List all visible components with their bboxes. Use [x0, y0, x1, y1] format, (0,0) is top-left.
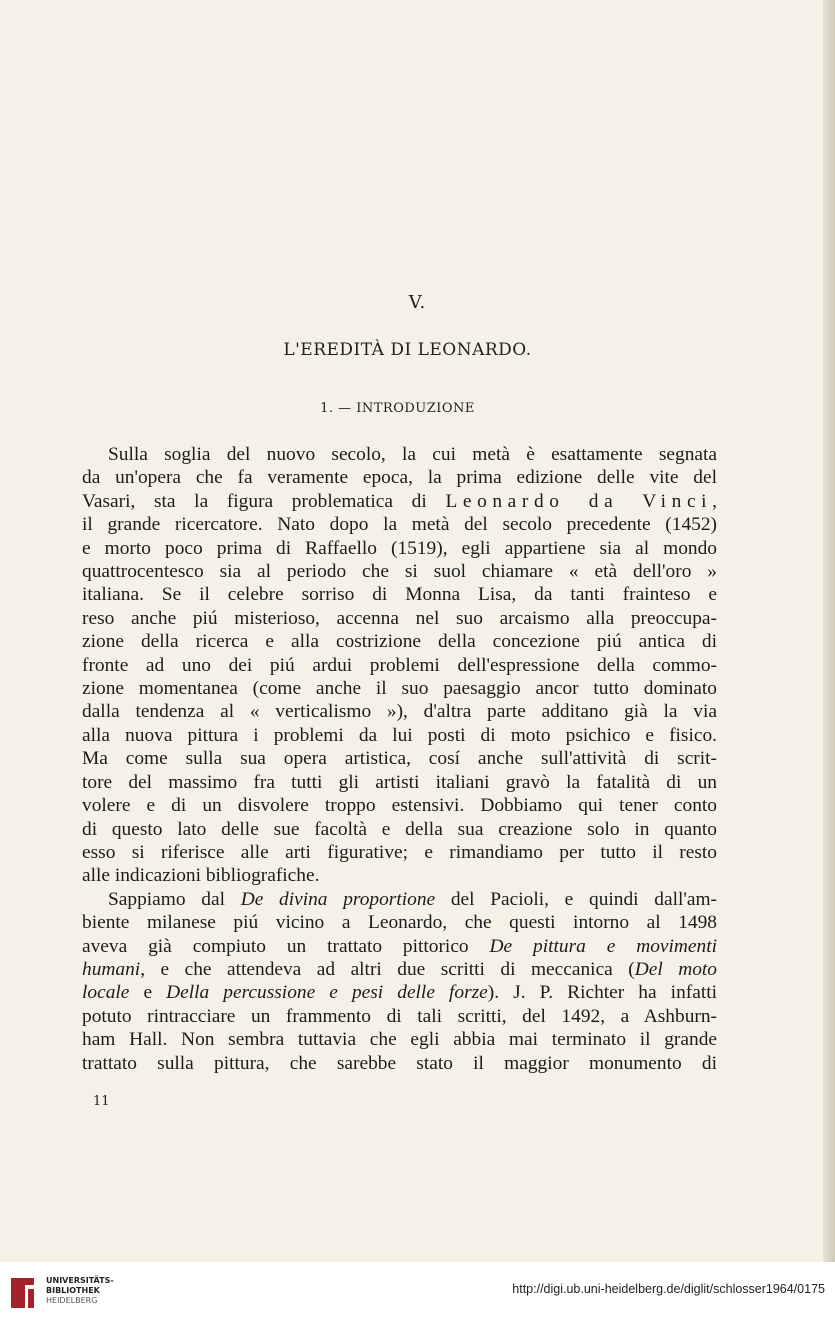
text-line: humani, e che attendeva ad altri due scritti di meccanica (Del moto [82, 958, 717, 980]
text-line: il grande ricercatore. Nato dopo la metà del secolo precedente (1452) [82, 514, 717, 536]
chapter-number: V. [408, 292, 427, 313]
text-line: quattrocentesco sia al periodo che si suol chiamare « età dell'oro » [82, 561, 717, 583]
section-title: 1. — INTRODUZIONE [320, 401, 475, 416]
footer-bar [0, 1262, 835, 1322]
text-line: potuto rintracciare un frammento di tali scritti, del 1492, a Ashburn- [82, 1005, 717, 1027]
text-line: e morto poco prima di Raffaello (1519), egli appartiene sia al mondo [82, 537, 717, 559]
text-line: locale e Della percussione e pesi delle forze). J. P. Richter ha infatti [82, 982, 717, 1004]
page-number: 11 [93, 1094, 110, 1109]
text-line: fronte ad uno dei piú ardui problemi dell'espressione della commo- [82, 654, 717, 676]
text-line: Sappiamo dal De divina proportione del Pacioli, e quindi dall'am- [108, 888, 717, 910]
chapter-title: L'EREDITÀ DI LEONARDO. [283, 340, 532, 360]
text-line: reso anche piú misterioso, accenna nel suo arcaismo alla preoccupa- [82, 607, 717, 629]
spaced-name: Leonardo da Vinci [445, 490, 713, 512]
text-line: Vasari, sta la figura problematica di Leonardo da Vinci, [82, 490, 717, 512]
text-line: trattato sulla pittura, che sarebbe stato il maggior monumento di [82, 1052, 717, 1074]
text-line: biente milanese piú vicino a Leonardo, che questi intorno al 1498 [82, 912, 717, 934]
source-url-link[interactable]: http://digi.ub.uni-heidelberg.de/diglit/schlosser1964/0175 [512, 1282, 825, 1296]
text-line: alle indicazioni bibliografiche. [82, 865, 320, 887]
logo-line-3: HEIDELBERG [46, 1296, 98, 1305]
text-line: tore del massimo fra tutti gli artisti italiani gravò la fatalità di un [82, 771, 717, 793]
text-line: dalla tendenza al « verticalismo »), d'altra parte additano già la via [82, 701, 717, 723]
text-line: aveva già compiuto un trattato pittorico De pittura e movimenti [82, 935, 717, 957]
text-line: zione momentanea (come anche il suo paesaggio ancor tutto dominato [82, 678, 717, 700]
text-line: alla nuova pittura i problemi da lui posti di moto psichico e fisico. [82, 724, 717, 746]
text-line: ham Hall. Non sembra tuttavia che egli abbia mai terminato il grande [82, 1029, 717, 1051]
logo-line-1: UNIVERSITÄTS- [46, 1276, 114, 1285]
text-line: volere e di un disvolere troppo estensivi. Dobbiamo qui tener conto [82, 795, 717, 817]
text-line: Ma come sulla sua opera artistica, cosí anche sull'attività di scrit- [82, 748, 717, 770]
text-line: italiana. Se il celebre sorriso di Monna Lisa, da tanti frainteso e [82, 584, 717, 606]
text-line: esso si riferisce alle arti figurative; e rimandiamo per tutto il resto [82, 841, 717, 863]
text-line: zione della ricerca e alla costrizione della concezione piú antica di [82, 631, 717, 653]
library-logo-icon [8, 1274, 38, 1310]
text-line: da un'opera che fa veramente epoca, la prima edizione delle vite del [82, 467, 717, 489]
text-line: di questo lato delle sue facoltà e della sua creazione solo in quanto [82, 818, 717, 840]
logo-line-2: BIBLIOTHEK [46, 1286, 100, 1295]
body-text [82, 443, 717, 1075]
library-logo-text [46, 1276, 114, 1306]
text-line: Sulla soglia del nuovo secolo, la cui metà è esattamente segnata [108, 444, 717, 465]
page-edge [823, 0, 835, 1262]
